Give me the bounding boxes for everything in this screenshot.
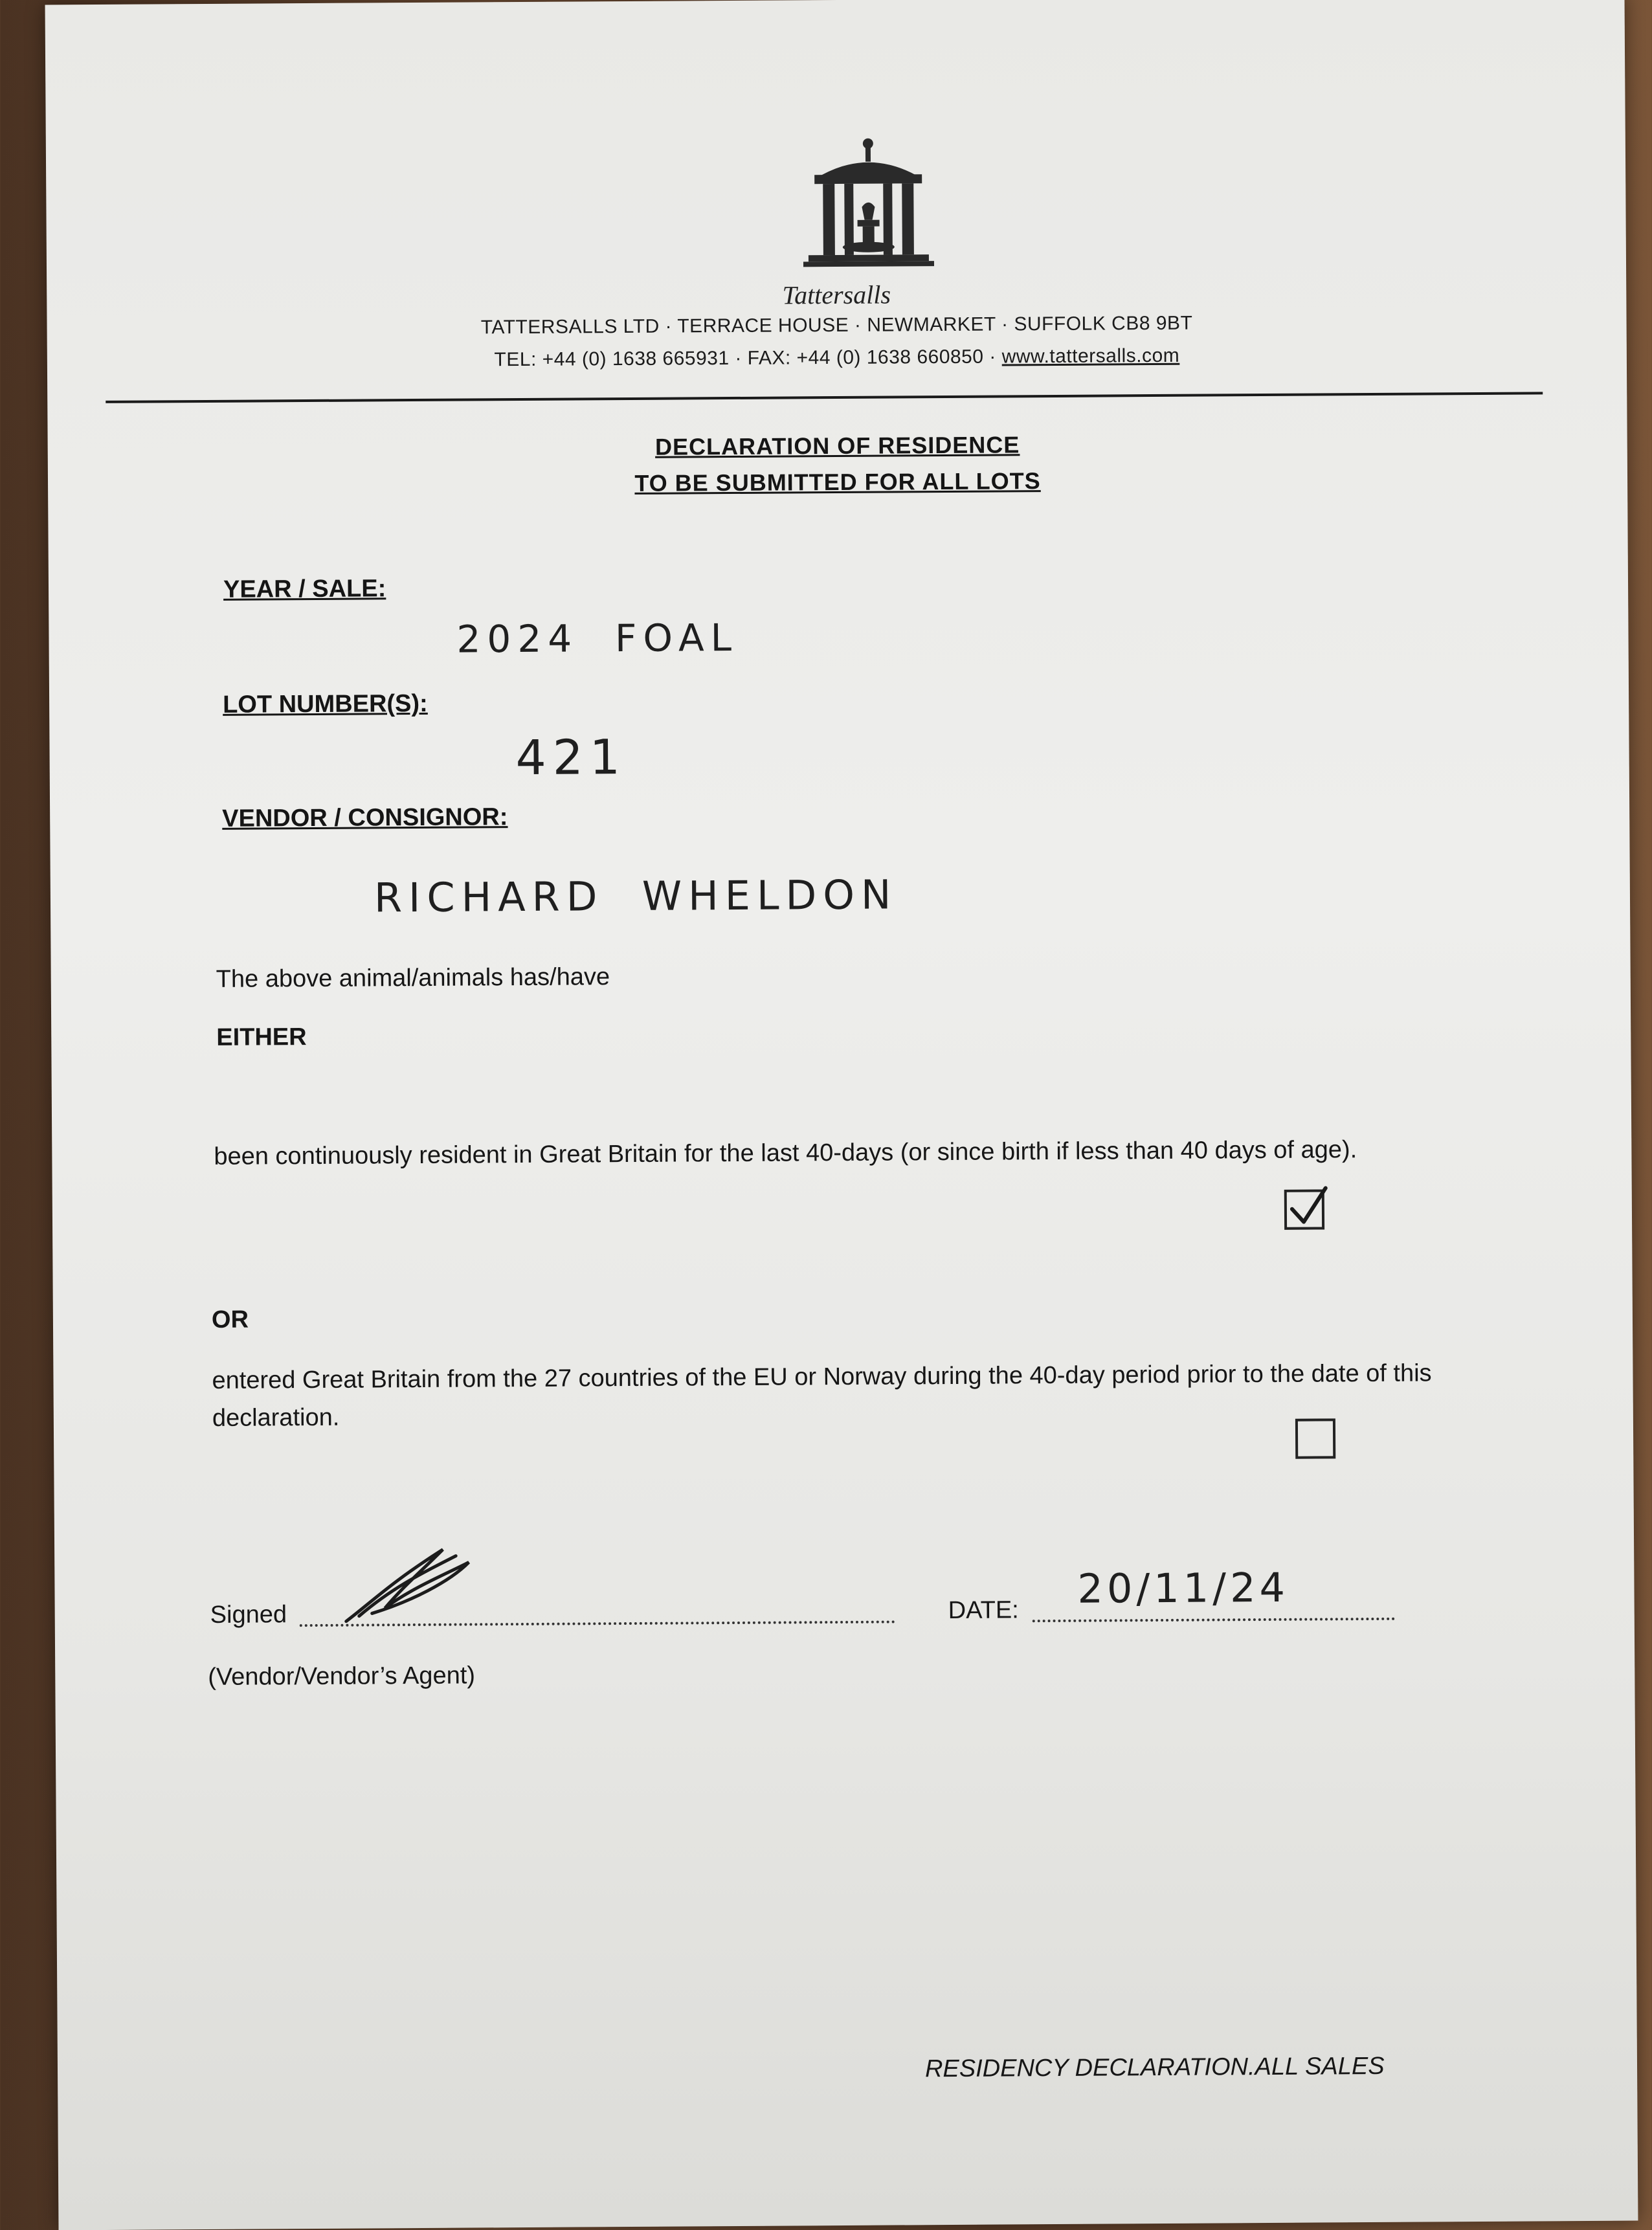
entered-checkbox[interactable] — [1295, 1418, 1335, 1458]
date-label: DATE: — [948, 1596, 1019, 1625]
phone-fax: TEL: +44 (0) 1638 665931 · FAX: +44 (0) 1638 660850 · — [494, 346, 1002, 371]
vendor-value[interactable]: RICHARD WHELDON — [374, 871, 898, 922]
vendor-label: VENDOR / CONSIGNOR: — [222, 803, 508, 832]
year-sale-label: YEAR / SALE: — [223, 575, 386, 603]
contact-line — [47, 342, 1627, 374]
option-resident: been continuously resident in Great Britain for the last 40-days (or since birth if less than 40 days of age). — [214, 1136, 1357, 1170]
signature-scribble — [333, 1530, 482, 1627]
declaration-page — [45, 0, 1638, 2230]
either-label: EITHER — [216, 1023, 307, 1051]
date-value[interactable]: 20/11/24 — [1077, 1563, 1289, 1612]
resident-checkbox[interactable] — [1284, 1189, 1324, 1229]
date-line[interactable] — [1032, 1618, 1395, 1622]
form-title: DECLARATION OF RESIDENCE — [654, 431, 1020, 460]
lot-number-value[interactable]: 421 — [515, 730, 627, 786]
pavilion-icon — [800, 135, 937, 275]
year-sale-value[interactable]: 2024 FOAL — [456, 615, 739, 662]
header-divider — [106, 392, 1543, 403]
signed-label: Signed — [210, 1601, 287, 1629]
statement-intro: The above animal/animals has/have — [216, 963, 610, 993]
or-label: OR — [211, 1306, 249, 1333]
company-address: TATTERSALLS LTD · TERRACE HOUSE · NEWMARKET · SUFFOLK CB8 9BT — [480, 312, 1193, 339]
brand-name: Tattersalls — [782, 280, 891, 310]
tattersalls-logo — [800, 135, 937, 275]
website-link[interactable]: www.tattersalls.com — [1001, 344, 1180, 368]
lot-number-label: LOT NUMBER(S): — [223, 689, 428, 719]
footer-reference: RESIDENCY DECLARATION.ALL SALES — [924, 2052, 1385, 2083]
signer-role: (Vendor/Vendor’s Agent) — [208, 1662, 476, 1691]
form-subtitle: TO BE SUBMITTED FOR ALL LOTS — [634, 467, 1041, 496]
option-entered: entered Great Britain from the 27 countries of the EU or Norway during the 40-day period prior to the date of this declaration. — [212, 1359, 1432, 1432]
checkmark-icon — [1286, 1184, 1331, 1229]
